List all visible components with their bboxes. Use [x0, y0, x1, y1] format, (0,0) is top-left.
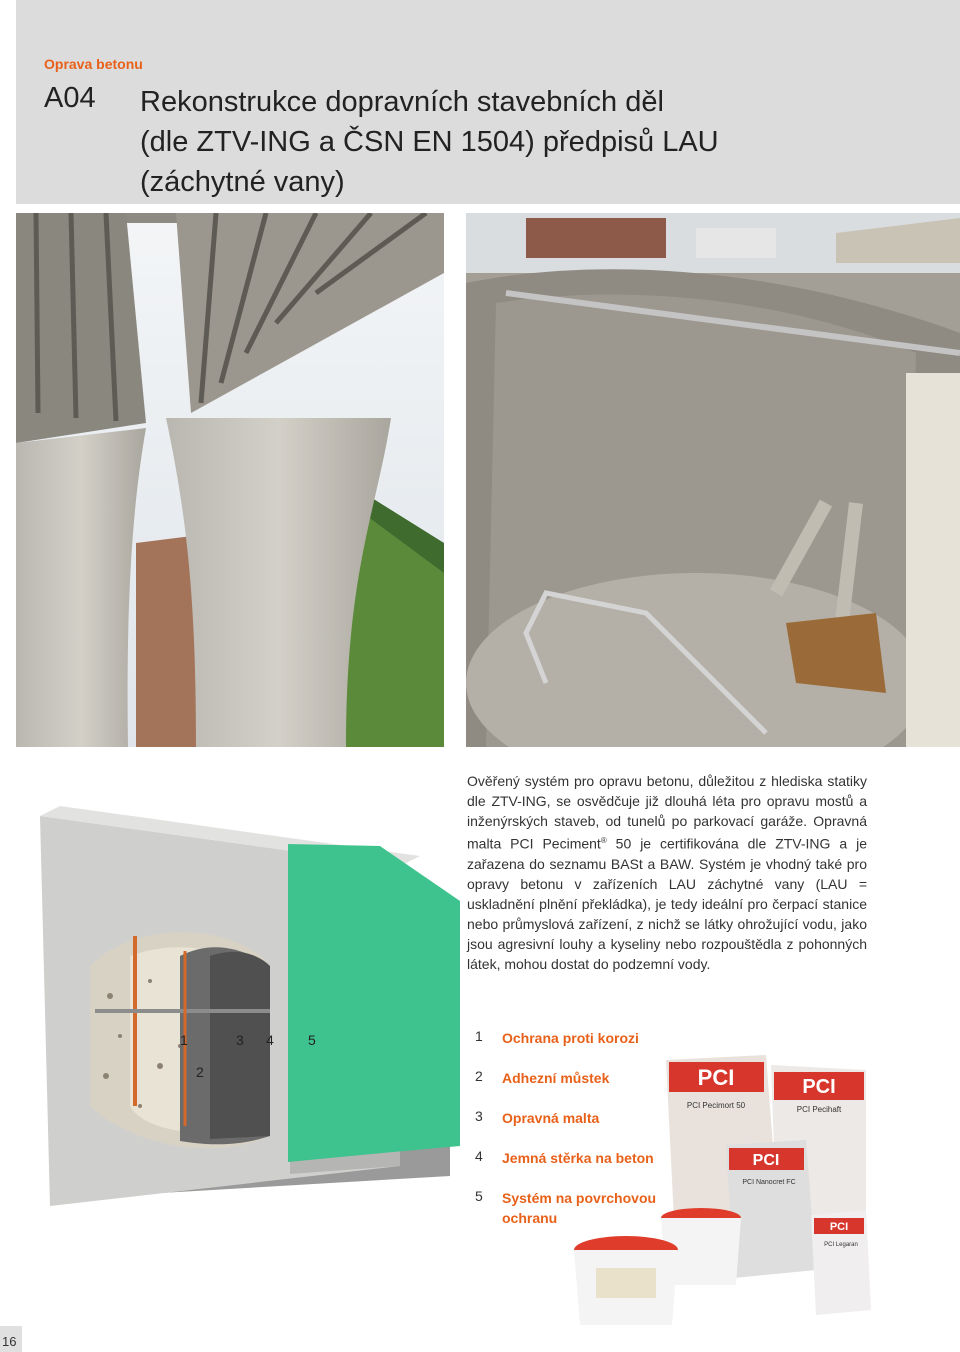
- legend-number: 2: [475, 1068, 483, 1084]
- title-line: (záchytné vany): [140, 166, 345, 198]
- paragraph-part: 50 je certifikována dle ZTV-ING a je zařazena do seznamu BASt a BAW. Systém je vhodný také pro opravy betonu v zařízeních LAU záchytné vany (LAU = uskladnění plnění překládka), je tedy ideální pro čerpací stanice nebo průmyslová zařízení, z nichž se látky ohrožující vodu, jako jsou agresivní louhy a kyseliny nebo rozpouštědla z pohonných látek, mohou dostat do podzemní vody.: [467, 835, 867, 972]
- product-brand: PCI: [829, 1221, 849, 1233]
- bridge-photo: [16, 213, 444, 747]
- diagram-number: 1: [180, 1032, 188, 1048]
- legend-label: Jemná stěrka na beton: [502, 1150, 654, 1166]
- product-bucket-large: [726, 1140, 816, 1278]
- legend-label: Ochrana proti korozi: [502, 1030, 639, 1046]
- legend-number: 4: [475, 1148, 483, 1164]
- section-label: Oprava betonu: [44, 56, 143, 72]
- legend-number: 3: [475, 1108, 483, 1124]
- legend-label: Opravná malta: [502, 1110, 600, 1126]
- diagram-number: 2: [196, 1064, 204, 1080]
- repair-system-diagram: [40, 806, 460, 1218]
- diagram-number: 3: [236, 1032, 244, 1048]
- legend-number: 1: [475, 1028, 483, 1044]
- legend-label: Systém na povrchovou ochranu: [502, 1190, 657, 1226]
- product-label: PCI Pecimort 50: [686, 1101, 746, 1110]
- title-line: (dle ZTV-ING a ČSN EN 1504) předpisů LAU: [140, 126, 719, 158]
- diagram-number: 4: [266, 1032, 274, 1048]
- product-label: PCI Pecihaft: [796, 1105, 842, 1114]
- product-brand: PCI: [802, 1076, 836, 1098]
- tank-photo: [466, 213, 960, 747]
- paragraph-part: Ověřený systém pro opravu betonu, důležitou z hlediska statiky dle ZTV-ING, se osvědčuje již dlouhá léta pro opravu mostů a inženýrských staveb, od tunelů po parkovací garáže. Opravná malta PCI Peciment: [467, 773, 867, 852]
- section-code: A04: [44, 82, 96, 114]
- page-title: [140, 82, 920, 202]
- page-number-tab: [0, 1326, 22, 1352]
- product-bag: [811, 1210, 871, 1315]
- diagram-number: 5: [308, 1032, 316, 1048]
- product-label: PCI Legaran: [824, 1242, 858, 1248]
- product-brand: PCI: [697, 1065, 735, 1090]
- legend-label: Adhezní můstek: [502, 1070, 610, 1086]
- page-number: 16: [2, 1334, 17, 1349]
- product-packages: [566, 1050, 876, 1330]
- intro-paragraph: [467, 771, 867, 974]
- legend-number: 5: [475, 1188, 483, 1204]
- product-label: PCI Nanocret FC: [742, 1179, 796, 1186]
- title-line: Rekonstrukce dopravních stavebních děl: [140, 86, 664, 118]
- product-bucket: [574, 1208, 741, 1325]
- registered-mark: ®: [600, 836, 607, 845]
- product-brand: PCI: [752, 1152, 780, 1169]
